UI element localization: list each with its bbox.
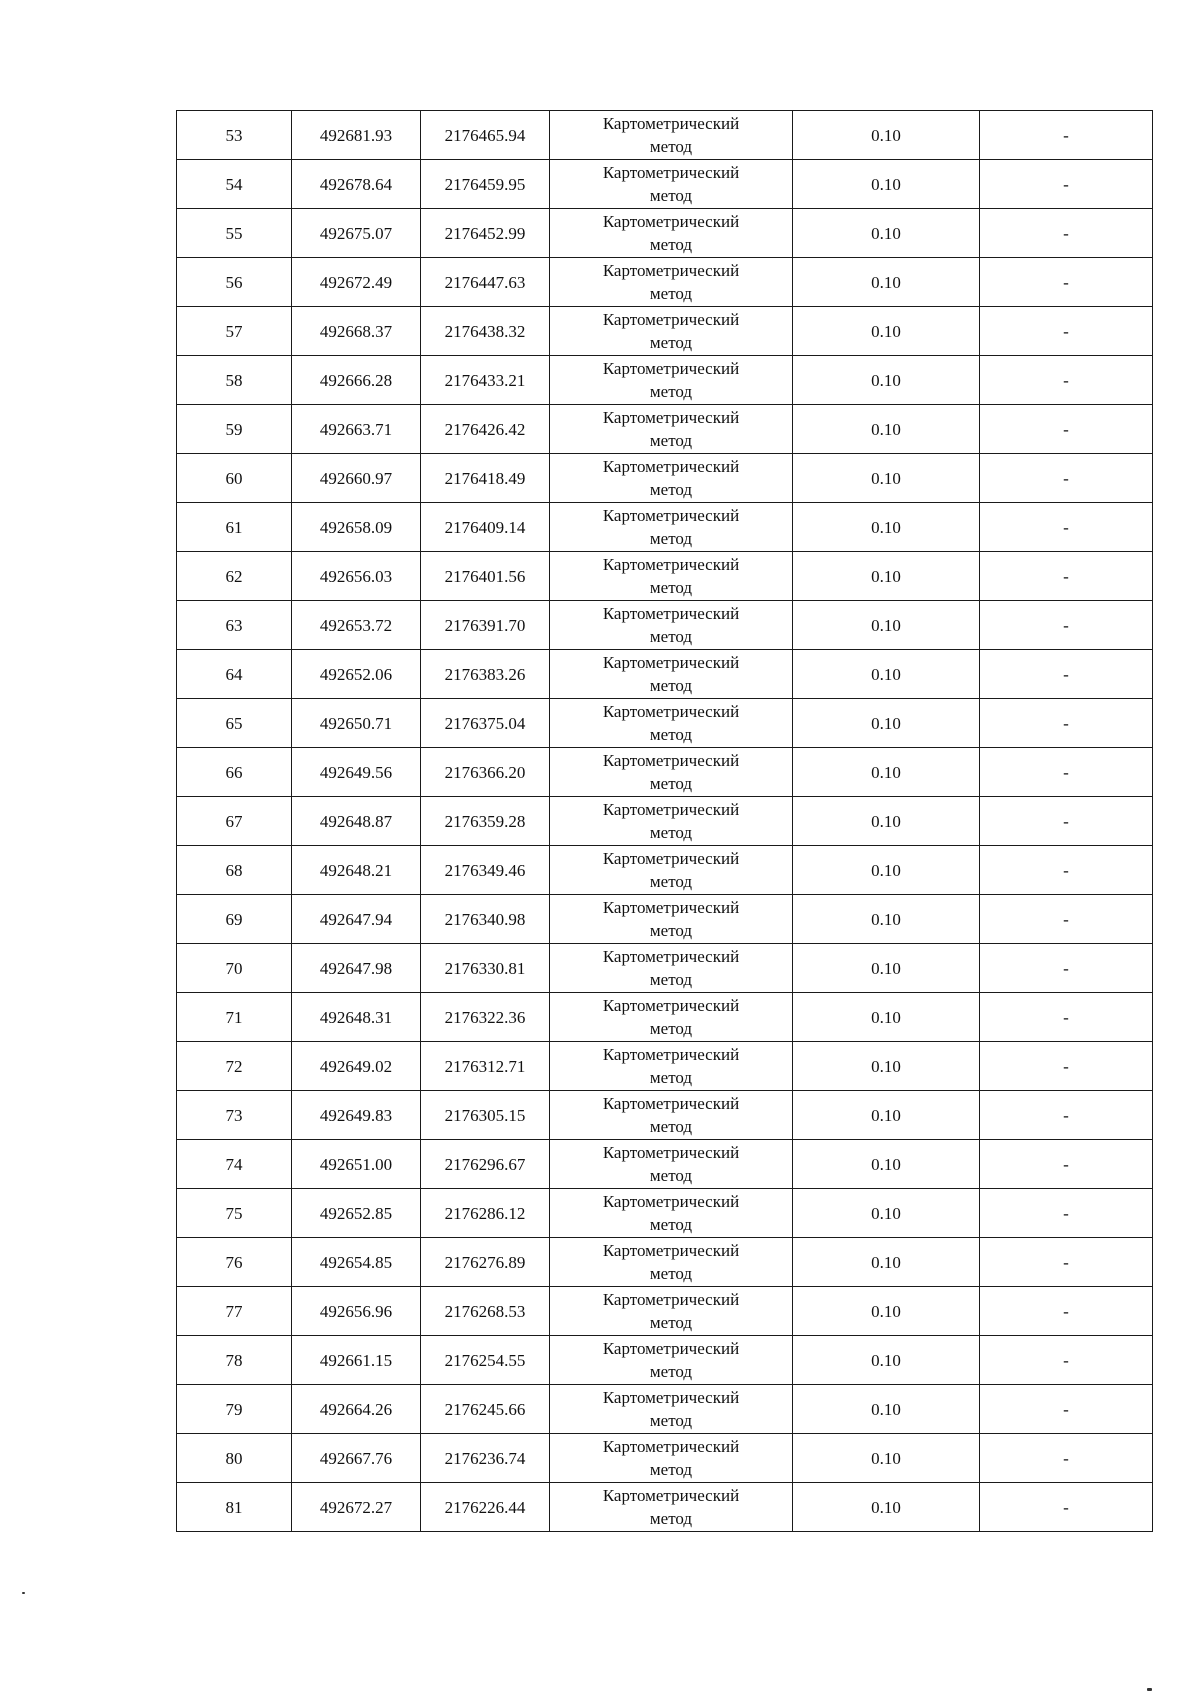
accuracy-cell: 0.10 (793, 1336, 980, 1385)
x-coordinate-cell: 492651.00 (292, 1140, 421, 1189)
y-coordinate-cell: 2176366.20 (421, 748, 550, 797)
method-line-1: Картометрический (602, 457, 740, 476)
method-cell (550, 1483, 793, 1532)
table-row (177, 1434, 1153, 1483)
method-line-1: Картометрический (602, 702, 740, 721)
method-line-1: Картометрический (602, 1192, 740, 1211)
coordinates-table-body (177, 111, 1153, 1532)
method-line-2: метод (649, 872, 693, 891)
note-cell: - (980, 1140, 1153, 1189)
method-line-1: Картометрический (602, 212, 740, 231)
method-cell (550, 209, 793, 258)
method-line-2: метод (649, 1313, 693, 1332)
point-number-cell: 66 (177, 748, 292, 797)
y-coordinate-cell: 2176459.95 (421, 160, 550, 209)
y-coordinate-cell: 2176426.42 (421, 405, 550, 454)
method-line-2: метод (649, 1509, 693, 1528)
x-coordinate-cell: 492648.31 (292, 993, 421, 1042)
x-coordinate-cell: 492649.83 (292, 1091, 421, 1140)
method-line-1: Картометрический (602, 506, 740, 525)
accuracy-cell: 0.10 (793, 1434, 980, 1483)
method-line-1: Картометрический (602, 555, 740, 574)
table-row (177, 111, 1153, 160)
method-line-2: метод (649, 333, 693, 352)
table-row (177, 1091, 1153, 1140)
y-coordinate-cell: 2176286.12 (421, 1189, 550, 1238)
accuracy-cell: 0.10 (793, 1287, 980, 1336)
table-row (177, 1483, 1153, 1532)
method-line-2: метод (649, 1362, 693, 1381)
method-line-2: метод (649, 921, 693, 940)
point-number-cell: 68 (177, 846, 292, 895)
method-line-2: метод (649, 186, 693, 205)
method-line-1: Картометрический (602, 604, 740, 623)
table-row (177, 209, 1153, 258)
accuracy-cell: 0.10 (793, 1140, 980, 1189)
point-number-cell: 81 (177, 1483, 292, 1532)
y-coordinate-cell: 2176305.15 (421, 1091, 550, 1140)
table-row (177, 258, 1153, 307)
method-cell (550, 1189, 793, 1238)
method-line-1: Картометрический (602, 261, 740, 280)
accuracy-cell: 0.10 (793, 1042, 980, 1091)
method-cell (550, 601, 793, 650)
accuracy-cell: 0.10 (793, 552, 980, 601)
note-cell: - (980, 160, 1153, 209)
method-line-2: метод (649, 725, 693, 744)
method-cell (550, 846, 793, 895)
point-number-cell: 58 (177, 356, 292, 405)
method-cell (550, 1091, 793, 1140)
note-cell: - (980, 993, 1153, 1042)
table-row (177, 454, 1153, 503)
point-number-cell: 53 (177, 111, 292, 160)
method-cell (550, 454, 793, 503)
method-cell (550, 1238, 793, 1287)
note-cell: - (980, 307, 1153, 356)
table-row (177, 356, 1153, 405)
x-coordinate-cell: 492647.98 (292, 944, 421, 993)
point-number-cell: 79 (177, 1385, 292, 1434)
method-line-2: метод (649, 578, 693, 597)
note-cell: - (980, 1189, 1153, 1238)
note-cell: - (980, 944, 1153, 993)
method-line-1: Картометрический (602, 947, 740, 966)
table-row (177, 748, 1153, 797)
scan-speck (1147, 1688, 1152, 1691)
accuracy-cell: 0.10 (793, 1483, 980, 1532)
accuracy-cell: 0.10 (793, 356, 980, 405)
point-number-cell: 77 (177, 1287, 292, 1336)
x-coordinate-cell: 492663.71 (292, 405, 421, 454)
accuracy-cell: 0.10 (793, 1091, 980, 1140)
note-cell: - (980, 1238, 1153, 1287)
method-cell (550, 993, 793, 1042)
point-number-cell: 72 (177, 1042, 292, 1091)
point-number-cell: 61 (177, 503, 292, 552)
method-line-2: метод (649, 1460, 693, 1479)
method-line-1: Картометрический (602, 1045, 740, 1064)
x-coordinate-cell: 492660.97 (292, 454, 421, 503)
note-cell: - (980, 1434, 1153, 1483)
x-coordinate-cell: 492650.71 (292, 699, 421, 748)
method-line-1: Картометрический (602, 359, 740, 378)
method-line-2: метод (649, 1166, 693, 1185)
point-number-cell: 71 (177, 993, 292, 1042)
point-number-cell: 56 (177, 258, 292, 307)
note-cell: - (980, 601, 1153, 650)
method-line-1: Картометрический (602, 1143, 740, 1162)
point-number-cell: 74 (177, 1140, 292, 1189)
y-coordinate-cell: 2176465.94 (421, 111, 550, 160)
table-row (177, 1385, 1153, 1434)
x-coordinate-cell: 492672.27 (292, 1483, 421, 1532)
table-row (177, 307, 1153, 356)
method-cell (550, 160, 793, 209)
y-coordinate-cell: 2176418.49 (421, 454, 550, 503)
y-coordinate-cell: 2176438.32 (421, 307, 550, 356)
x-coordinate-cell: 492666.28 (292, 356, 421, 405)
x-coordinate-cell: 492681.93 (292, 111, 421, 160)
method-cell (550, 307, 793, 356)
method-line-2: метод (649, 627, 693, 646)
method-cell (550, 1042, 793, 1091)
method-line-1: Картометрический (602, 1437, 740, 1456)
method-cell (550, 503, 793, 552)
accuracy-cell: 0.10 (793, 944, 980, 993)
x-coordinate-cell: 492648.87 (292, 797, 421, 846)
note-cell: - (980, 405, 1153, 454)
accuracy-cell: 0.10 (793, 454, 980, 503)
method-line-2: метод (649, 1411, 693, 1430)
x-coordinate-cell: 492678.64 (292, 160, 421, 209)
y-coordinate-cell: 2176452.99 (421, 209, 550, 258)
note-cell: - (980, 1336, 1153, 1385)
accuracy-cell: 0.10 (793, 111, 980, 160)
accuracy-cell: 0.10 (793, 748, 980, 797)
method-cell (550, 111, 793, 160)
accuracy-cell: 0.10 (793, 1238, 980, 1287)
point-number-cell: 54 (177, 160, 292, 209)
y-coordinate-cell: 2176236.74 (421, 1434, 550, 1483)
point-number-cell: 75 (177, 1189, 292, 1238)
method-line-1: Картометрический (602, 849, 740, 868)
method-line-1: Картометрический (602, 996, 740, 1015)
note-cell: - (980, 552, 1153, 601)
method-line-2: метод (649, 823, 693, 842)
note-cell: - (980, 209, 1153, 258)
x-coordinate-cell: 492664.26 (292, 1385, 421, 1434)
point-number-cell: 64 (177, 650, 292, 699)
point-number-cell: 78 (177, 1336, 292, 1385)
method-line-1: Картометрический (602, 800, 740, 819)
point-number-cell: 59 (177, 405, 292, 454)
method-line-2: метод (649, 235, 693, 254)
table-row (177, 552, 1153, 601)
method-cell (550, 650, 793, 699)
accuracy-cell: 0.10 (793, 1189, 980, 1238)
y-coordinate-cell: 2176268.53 (421, 1287, 550, 1336)
accuracy-cell: 0.10 (793, 405, 980, 454)
note-cell: - (980, 258, 1153, 307)
x-coordinate-cell: 492656.03 (292, 552, 421, 601)
method-cell (550, 944, 793, 993)
table-row (177, 1336, 1153, 1385)
method-cell (550, 1385, 793, 1434)
point-number-cell: 63 (177, 601, 292, 650)
x-coordinate-cell: 492667.76 (292, 1434, 421, 1483)
accuracy-cell: 0.10 (793, 1385, 980, 1434)
point-number-cell: 62 (177, 552, 292, 601)
note-cell: - (980, 111, 1153, 160)
x-coordinate-cell: 492654.85 (292, 1238, 421, 1287)
coordinates-table (176, 110, 1153, 1532)
method-cell (550, 1140, 793, 1189)
y-coordinate-cell: 2176447.63 (421, 258, 550, 307)
scan-speck (22, 1592, 25, 1594)
method-cell (550, 895, 793, 944)
method-line-1: Картометрический (602, 1486, 740, 1505)
point-number-cell: 67 (177, 797, 292, 846)
table-row (177, 944, 1153, 993)
table-row (177, 1042, 1153, 1091)
method-cell (550, 748, 793, 797)
accuracy-cell: 0.10 (793, 601, 980, 650)
point-number-cell: 57 (177, 307, 292, 356)
table-row (177, 1287, 1153, 1336)
table-row (177, 405, 1153, 454)
accuracy-cell: 0.10 (793, 895, 980, 944)
point-number-cell: 65 (177, 699, 292, 748)
accuracy-cell: 0.10 (793, 699, 980, 748)
note-cell: - (980, 1385, 1153, 1434)
method-line-2: метод (649, 284, 693, 303)
y-coordinate-cell: 2176312.71 (421, 1042, 550, 1091)
method-line-1: Картометрический (602, 898, 740, 917)
point-number-cell: 76 (177, 1238, 292, 1287)
method-cell (550, 258, 793, 307)
y-coordinate-cell: 2176296.67 (421, 1140, 550, 1189)
x-coordinate-cell: 492649.56 (292, 748, 421, 797)
x-coordinate-cell: 492653.72 (292, 601, 421, 650)
method-cell (550, 797, 793, 846)
method-cell (550, 1434, 793, 1483)
method-cell (550, 405, 793, 454)
method-line-1: Картометрический (602, 1241, 740, 1260)
x-coordinate-cell: 492668.37 (292, 307, 421, 356)
x-coordinate-cell: 492656.96 (292, 1287, 421, 1336)
y-coordinate-cell: 2176226.44 (421, 1483, 550, 1532)
x-coordinate-cell: 492652.85 (292, 1189, 421, 1238)
method-cell (550, 1287, 793, 1336)
method-line-2: метод (649, 774, 693, 793)
point-number-cell: 73 (177, 1091, 292, 1140)
method-line-2: метод (649, 676, 693, 695)
method-line-2: метод (649, 1068, 693, 1087)
accuracy-cell: 0.10 (793, 797, 980, 846)
note-cell: - (980, 797, 1153, 846)
method-cell (550, 356, 793, 405)
method-line-2: метод (649, 970, 693, 989)
note-cell: - (980, 650, 1153, 699)
y-coordinate-cell: 2176375.04 (421, 699, 550, 748)
accuracy-cell: 0.10 (793, 993, 980, 1042)
table-row (177, 993, 1153, 1042)
table-row (177, 601, 1153, 650)
method-line-2: метод (649, 137, 693, 156)
y-coordinate-cell: 2176359.28 (421, 797, 550, 846)
method-cell (550, 699, 793, 748)
x-coordinate-cell: 492647.94 (292, 895, 421, 944)
method-cell (550, 552, 793, 601)
point-number-cell: 70 (177, 944, 292, 993)
method-line-1: Картометрический (602, 1339, 740, 1358)
method-line-1: Картометрический (602, 310, 740, 329)
method-line-2: метод (649, 480, 693, 499)
table-row (177, 650, 1153, 699)
table-row (177, 160, 1153, 209)
point-number-cell: 55 (177, 209, 292, 258)
accuracy-cell: 0.10 (793, 503, 980, 552)
y-coordinate-cell: 2176349.46 (421, 846, 550, 895)
y-coordinate-cell: 2176254.55 (421, 1336, 550, 1385)
method-line-2: метод (649, 382, 693, 401)
point-number-cell: 80 (177, 1434, 292, 1483)
method-line-2: метод (649, 431, 693, 450)
method-line-2: метод (649, 1117, 693, 1136)
table-row (177, 846, 1153, 895)
y-coordinate-cell: 2176340.98 (421, 895, 550, 944)
y-coordinate-cell: 2176401.56 (421, 552, 550, 601)
method-line-2: метод (649, 529, 693, 548)
method-line-2: метод (649, 1019, 693, 1038)
x-coordinate-cell: 492649.02 (292, 1042, 421, 1091)
x-coordinate-cell: 492648.21 (292, 846, 421, 895)
note-cell: - (980, 1091, 1153, 1140)
note-cell: - (980, 699, 1153, 748)
accuracy-cell: 0.10 (793, 209, 980, 258)
method-line-1: Картометрический (602, 1094, 740, 1113)
x-coordinate-cell: 492661.15 (292, 1336, 421, 1385)
note-cell: - (980, 1483, 1153, 1532)
table-row (177, 797, 1153, 846)
table-row (177, 1140, 1153, 1189)
y-coordinate-cell: 2176433.21 (421, 356, 550, 405)
note-cell: - (980, 895, 1153, 944)
point-number-cell: 60 (177, 454, 292, 503)
y-coordinate-cell: 2176245.66 (421, 1385, 550, 1434)
x-coordinate-cell: 492675.07 (292, 209, 421, 258)
note-cell: - (980, 454, 1153, 503)
point-number-cell: 69 (177, 895, 292, 944)
note-cell: - (980, 503, 1153, 552)
method-cell (550, 1336, 793, 1385)
table-row (177, 895, 1153, 944)
note-cell: - (980, 356, 1153, 405)
accuracy-cell: 0.10 (793, 160, 980, 209)
table-row (177, 1189, 1153, 1238)
accuracy-cell: 0.10 (793, 650, 980, 699)
method-line-1: Картометрический (602, 114, 740, 133)
method-line-1: Картометрический (602, 1388, 740, 1407)
method-line-1: Картометрический (602, 653, 740, 672)
y-coordinate-cell: 2176391.70 (421, 601, 550, 650)
note-cell: - (980, 1042, 1153, 1091)
note-cell: - (980, 748, 1153, 797)
accuracy-cell: 0.10 (793, 258, 980, 307)
x-coordinate-cell: 492652.06 (292, 650, 421, 699)
y-coordinate-cell: 2176409.14 (421, 503, 550, 552)
table-row (177, 503, 1153, 552)
method-line-1: Картометрический (602, 163, 740, 182)
y-coordinate-cell: 2176322.36 (421, 993, 550, 1042)
method-line-1: Картометрический (602, 751, 740, 770)
y-coordinate-cell: 2176330.81 (421, 944, 550, 993)
note-cell: - (980, 1287, 1153, 1336)
method-line-1: Картометрический (602, 1290, 740, 1309)
accuracy-cell: 0.10 (793, 846, 980, 895)
table-row (177, 699, 1153, 748)
note-cell: - (980, 846, 1153, 895)
method-line-2: метод (649, 1264, 693, 1283)
method-line-2: метод (649, 1215, 693, 1234)
method-line-1: Картометрический (602, 408, 740, 427)
table-row (177, 1238, 1153, 1287)
accuracy-cell: 0.10 (793, 307, 980, 356)
y-coordinate-cell: 2176383.26 (421, 650, 550, 699)
x-coordinate-cell: 492658.09 (292, 503, 421, 552)
y-coordinate-cell: 2176276.89 (421, 1238, 550, 1287)
x-coordinate-cell: 492672.49 (292, 258, 421, 307)
